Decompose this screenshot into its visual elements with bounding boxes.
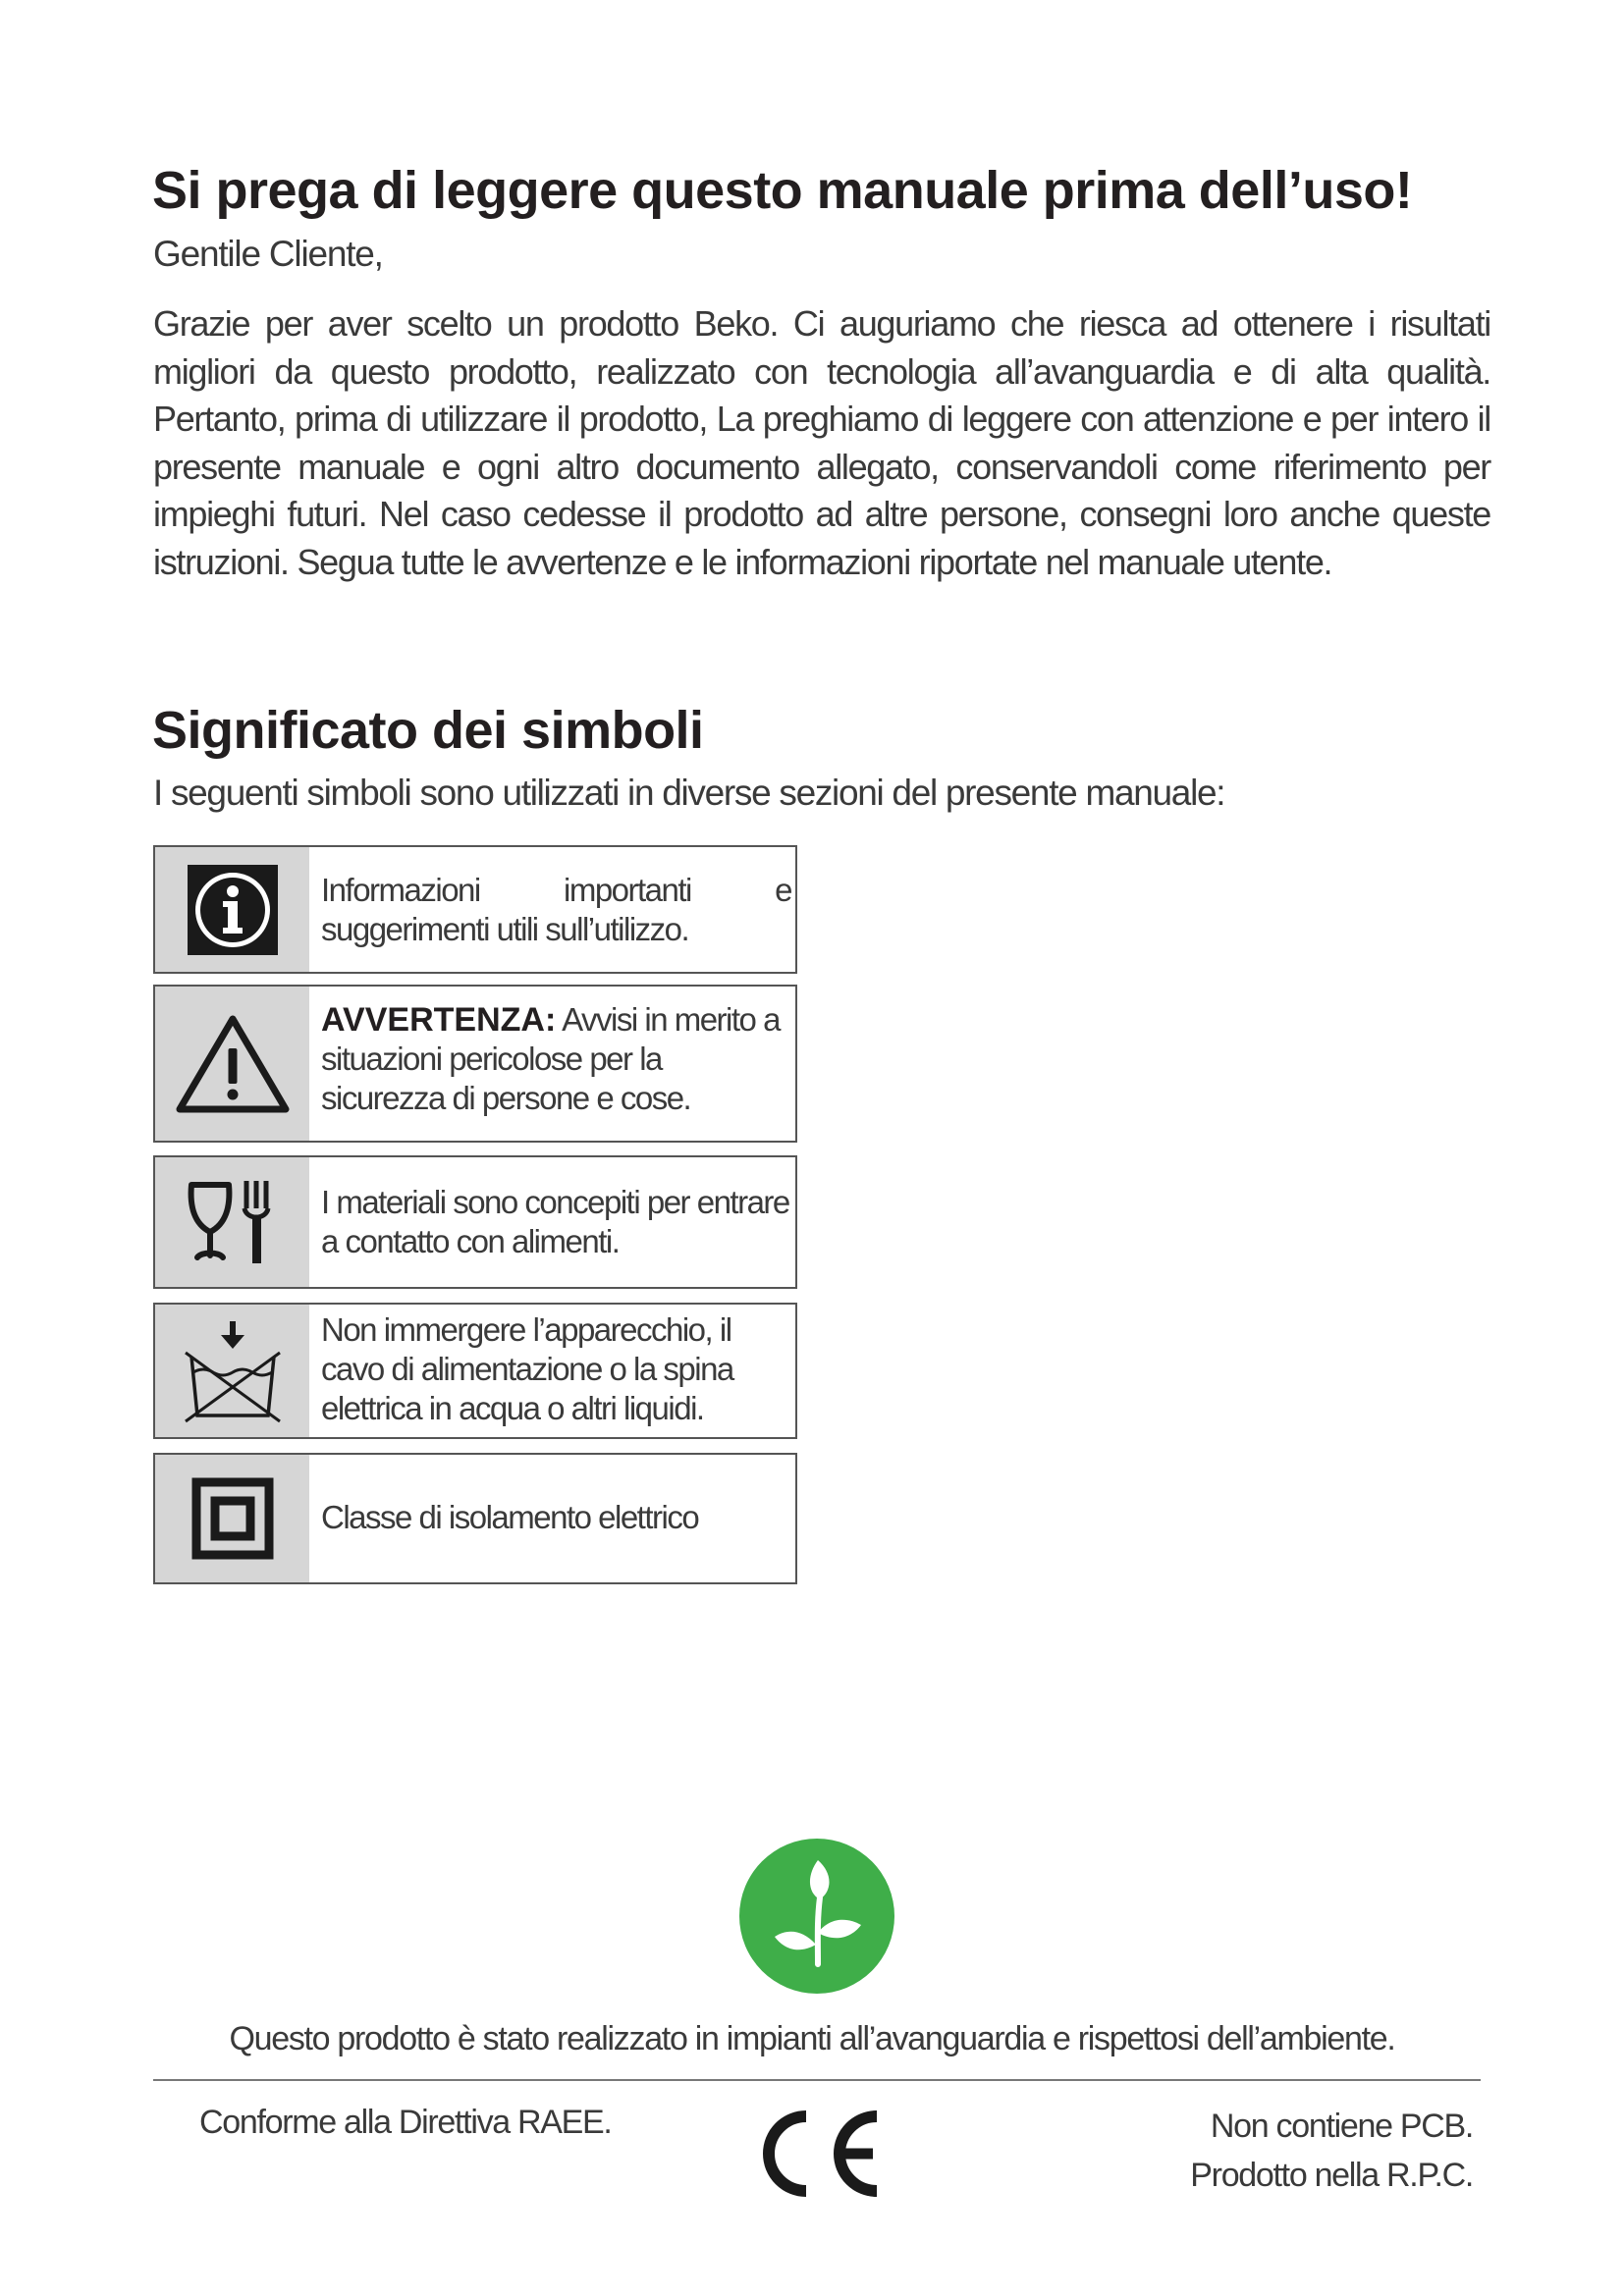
symbol-row-insulation [153,1453,797,1584]
symbols-subtitle: I seguenti simboli sono utilizzati in diverse sezioni del presente manuale: [153,773,1225,813]
origin-note: Prodotto nella R.P.C. [1190,2157,1473,2194]
page-title: Si prega di leggere questo manuale prima dell’uso! [152,161,1413,220]
symbol-text-food: I materiali sono concepiti per entrare a contatto con alimenti. [321,1184,789,1259]
double-insulation-icon [155,1455,309,1582]
symbol-text-warning [321,1000,791,1118]
food-contact-icon [155,1157,309,1287]
symbols-heading: Significato dei simboli [152,701,704,760]
symbol-row-no-immersion [153,1303,797,1439]
eco-leaf-icon [739,1839,894,1999]
footer-divider [153,2079,1481,2081]
symbol-text-info: Informazioni importanti e suggerimenti utili sull’utilizzo. [321,872,791,947]
warning-label: AVVERTENZA: [321,1001,557,1039]
raee-compliance: Conforme alla Direttiva RAEE. [199,2104,612,2141]
symbol-text-no-immersion: Non immergere l’apparecchio, il cavo di alimentazione o la spina elettrica in acqua o altri liquidi. [321,1311,733,1426]
symbol-row-info [153,845,797,974]
pcb-note: Non contiene PCB. [1210,2108,1473,2145]
symbol-text-insulation: Classe di isolamento elettrico [321,1499,699,1535]
eco-statement: Questo prodotto è stato realizzato in impianti all’avanguardia e rispettosi dell’ambiente. [229,2020,1395,2057]
no-immersion-icon [155,1305,309,1437]
ce-mark-icon [751,2105,885,2208]
symbol-row-food [153,1155,797,1289]
symbol-row-warning [153,985,797,1143]
info-icon [155,847,309,972]
warning-description: Avvisi in merito a situazioni pericolose per la sicurezza di persone e cose. [321,1001,780,1116]
intro-paragraph: Grazie per aver scelto un prodotto Beko. Ci auguriamo che riesca ad ottenere i risultati migliori da questo prodotto, realizzato con tecnologia all’avanguardia e di alta qualità. Pertanto, prima di utilizzare il prodotto, La preghiamo di leggere con attenzione e per intero il presente manuale e ogni altro documento allegato, conservandoli come riferimento per impieghi futuri. Nel caso cedesse il prodotto ad altre persone, consegni loro anche queste istruzioni. Segua tutte le avvertenze e le informazioni riportate nel manuale utente. [153,303,1490,582]
greeting: Gentile Cliente, [153,234,383,274]
footer-right-notes [1190,2102,1473,2200]
warning-icon [155,987,309,1141]
